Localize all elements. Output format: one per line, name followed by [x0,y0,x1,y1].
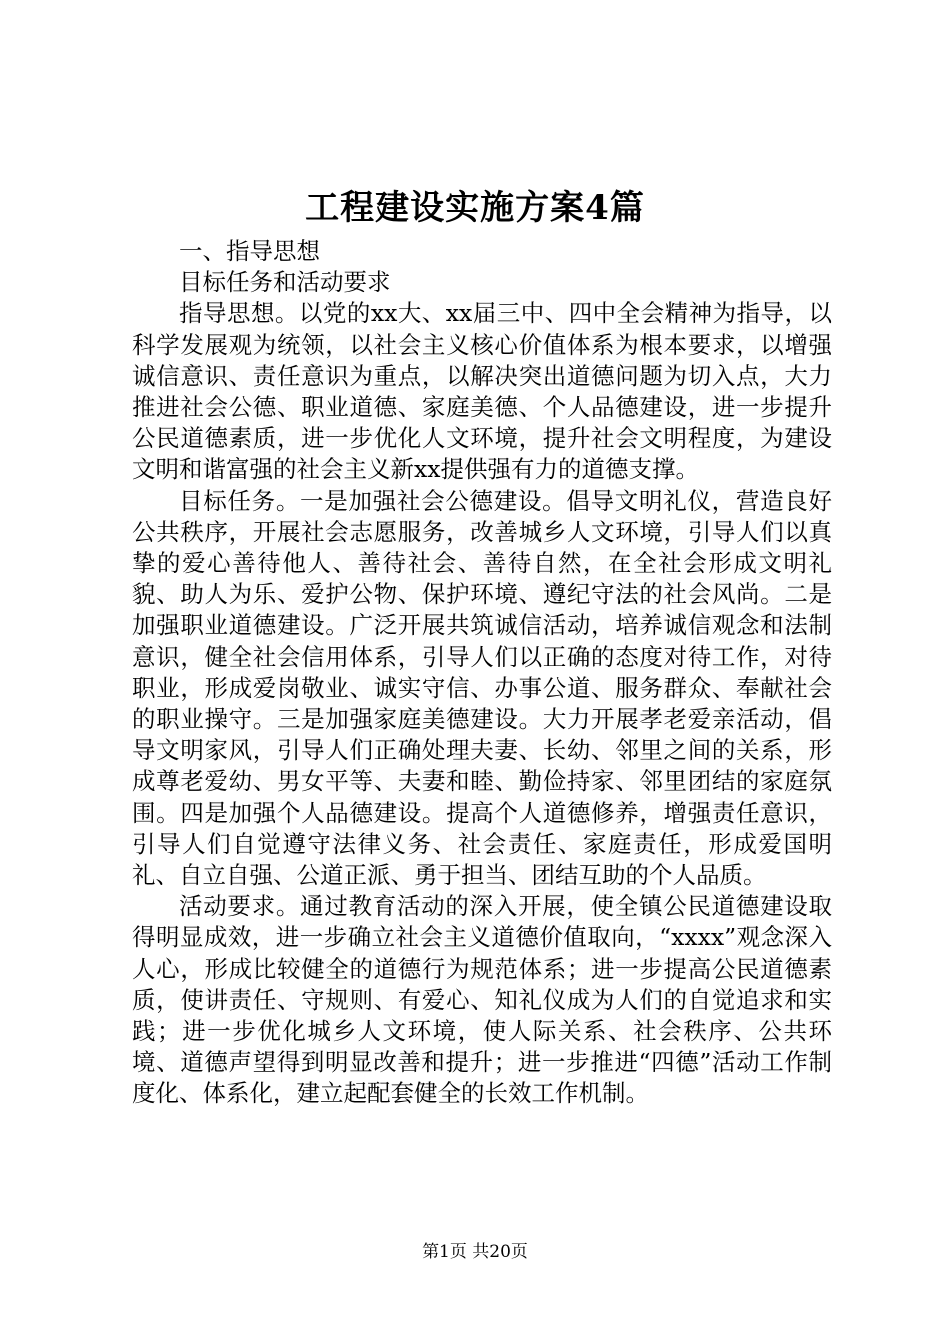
paragraph-guiding-ideology: 指导思想。以党的xx大、xx届三中、四中全会精神为指导，以科学发展观为统领，以社会主义核心价值体系为根本要求，以增强诚信意识、责任意识为重点，以解决突出道德问题为切入点，大力推进社会公德、职业道德、家庭美德、个人品德建设，进一步提升公民道德素质，进一步优化人文环境，提升社会文明程度，为建设文明和谐富强的社会主义新xx提供强有力的道德支撑。 [132,299,832,484]
paragraph-requirements: 活动要求。通过教育活动的深入开展，使全镇公民道德建设取得明显成效，进一步确立社会主义道德价值取向，“xxxx”观念深入人心，形成比较健全的道德行为规范体系；进一步提高公民道德素质，使讲责任、守规则、有爱心、知礼仪成为人们的自觉追求和实践；进一步优化城乡人文环境，使人际关系、社会秩序、公共环境、道德声望得到明显改善和提升；进一步推进“四德”活动工作制度化、体系化，建立起配套健全的长效工作机制。 [132,892,832,1108]
section-heading-goals-requirements: 目标任务和活动要求 [179,268,391,297]
document-title: 工程建设实施方案4篇 [305,188,645,228]
section-heading-guiding-ideology: 一、指导思想 [179,237,320,265]
paragraph-goals: 目标任务。一是加强社会公德建设。倡导文明礼仪，营造良好公共秩序，开展社会志愿服务，改善城乡人文环境，引导人们以真挚的爱心善待他人、善待社会、善待自然，在全社会形成文明礼貌、助人为乐、爱护公物、保护环境、遵纪守法的社会风尚。二是加强职业道德建设。广泛开展共筑诚信活动，培养诚信观念和法制意识，健全社会信用体系，引导人们以正确的态度对待工作，对待职业，形成爱岗敬业、诚实守信、办事公道、服务群众、奉献社会的职业操守。三是加强家庭美德建设。大力开展孝老爱亲活动，倡导文明家风，引导人们正确处理夫妻、长幼、邻里之间的关系，形成尊老爱幼、男女平等、夫妻和睦、勤俭持家、邻里团结的家庭氛围。四是加强个人品德建设。提高个人道德修养，增强责任意识，引导人们自觉遵守法律义务、社会责任、家庭责任，形成爱国明礼、自立自强、公道正派、勇于担当、团结互助的个人品质。 [132,486,832,890]
document-body [132,236,832,1110]
page-footer: 第1页 共20页 [422,1242,528,1262]
